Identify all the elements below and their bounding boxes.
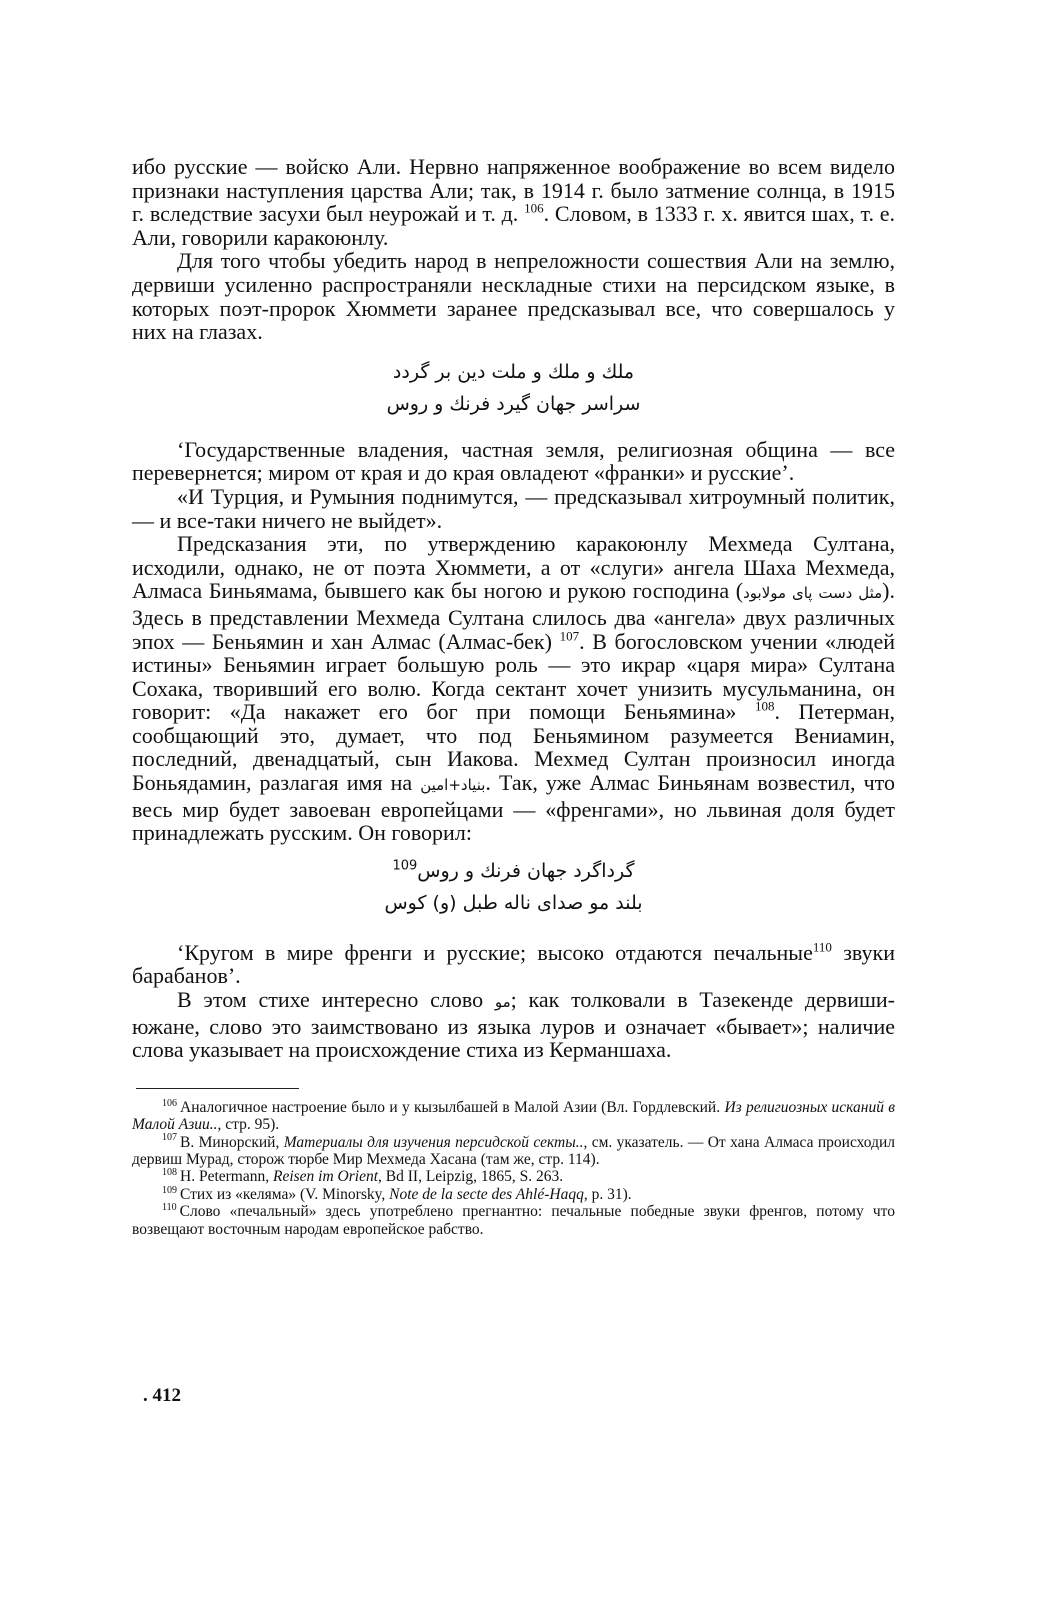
footnote-number: 106 xyxy=(162,1097,177,1109)
text: H. Petermann, xyxy=(180,1168,270,1186)
text: В. Минорский, xyxy=(180,1133,280,1151)
footnote-ref-106: 106 xyxy=(524,200,544,216)
paragraph-2: Для того чтобы убедить народ в непреложности сошествия Али на землю, дервиши усиленно распространяли нескладные стихи на персидском языке, в которых поэт-пророк Хюммети заранее предсказывал все, что совершалось у них на глазах. xyxy=(132,248,895,345)
verse-line xyxy=(132,855,895,887)
paragraph-6 xyxy=(132,941,895,988)
page-number: . 412 xyxy=(143,1385,181,1406)
footnote-107 xyxy=(132,1134,895,1169)
footnote-ref-108: 108 xyxy=(754,698,775,714)
footnote-ref-107: 107 xyxy=(559,628,580,644)
verse-line: ملك و ملك و ملت دين بر گردد xyxy=(392,360,635,383)
text: , Bd II, Leipzig, 1865, S. 263. xyxy=(378,1168,564,1186)
persian-verse-2 xyxy=(132,855,895,919)
text: ибо русские — войско Али. Нервно напряженное воображение во всем видело признаки наступления царства Али; так, в 1914 г. было затмение солнца, в 1915 г. вследствие засухи был неурожай и т. д. xyxy=(132,154,895,227)
text: ‘Кругом в мире френги и русские; высоко отдаются печальные xyxy=(177,939,813,965)
citation-title: Note de la secte des Ahlé-Haqq xyxy=(389,1185,584,1203)
footnote-108 xyxy=(132,1168,895,1185)
arabic-word: مو xyxy=(494,993,511,1012)
footnote-number: 110 xyxy=(162,1202,177,1214)
text: ). Здесь в представлении Мехмеда Султана слилось два «ангела» двух различных эпох — Беньямин и хан Алмас (Алмас-бек) xyxy=(132,578,895,654)
paragraph-5 xyxy=(132,532,895,845)
arabic-phrase: مثل دست پای مولابود xyxy=(743,584,883,603)
text: . Так, уже Алмас Биньянам возвестил, что весь мир будет завоеван европейцами — «френгами», но львиная доля будет принадлежать русским. Он говорил: xyxy=(132,770,895,846)
text: Слово «печальный» здесь употреблено прегнантно: печальные победные звуки френгов, потому что возвещают восточным народам европейское рабство. xyxy=(132,1203,895,1238)
page-body xyxy=(132,155,895,1238)
text: , см. указатель. — От хана Алмаса происходил дервиш Мурад, сторож тюрбе Мир Мехмеда Хасана (там же, стр. 114). xyxy=(132,1133,896,1169)
citation-title: Материалы для изучения персидской секты.. xyxy=(283,1133,584,1151)
footnote-ref-110: 110 xyxy=(812,939,832,955)
footnote-number: 108 xyxy=(162,1167,177,1179)
arabic-word: بنیاد+امین xyxy=(420,776,486,795)
citation-title: Из религиозных исканий в Малой Азии.. xyxy=(132,1098,895,1134)
citation-title: Reisen im Orient xyxy=(272,1168,379,1186)
footnote-number: 107 xyxy=(162,1132,177,1144)
footnote-ref-109: 109 xyxy=(392,858,418,874)
text: Предсказания эти, по утверждению каракоюнлу Мехмеда Султана, исходили, однако, не от поэта Хюммети, а от «слуги» ангела Шаха Мехмеда, Алмаса Биньямама, бывшего как бы ногою и рукою господина ( xyxy=(132,531,895,604)
text: Аналогичное настроение было и у кызылбашей в Малой Азии (Вл. Гордлевский. xyxy=(180,1098,721,1116)
footnote-divider xyxy=(136,1088,299,1089)
paragraph-7 xyxy=(132,988,895,1062)
paragraph-3: ‘Государственные владения, частная земля, религиозная община — все перевернется; миром от края и до края овладеют «франки» и русские’. xyxy=(132,436,895,486)
text: , p. 31). xyxy=(583,1185,632,1203)
paragraph-1 xyxy=(132,155,895,249)
paragraph-4: «И Турция, и Румыния поднимутся, — предсказывал хитроумный политик, — и все-таки ничего не выйдет». xyxy=(132,483,895,533)
footnote-number: 109 xyxy=(162,1184,177,1196)
persian-verse-1 xyxy=(132,356,895,420)
text: В этом стихе интересно слово xyxy=(177,987,484,1013)
verse-line: بلند مو صدای ناله طبل (و) کوس xyxy=(384,891,643,914)
text: , стр. 95). xyxy=(217,1116,280,1134)
text: Стих из «келяма» (V. Minorsky, xyxy=(180,1185,386,1203)
footnote-110 xyxy=(132,1203,895,1238)
text: . В богословском учении «людей истины» Беньямин играет большую роль — это икрар «царя мира» Султана Сохака, творивший его волю. Когда сектант хочет унизить мусульманина, он говорит: «Да накажет его бог при помощи Беньямина» xyxy=(132,628,896,725)
text: ; как толковали в Тазекенде дервиши-южане, слово это заимствовано из языка луров и означает «бывает»; наличие слова указывает на происхождение стиха из Керманшаха. xyxy=(132,987,896,1063)
text: . Словом, в 1333 г. х. явится шах, т. е. Али, говорили каракоюнлу. xyxy=(132,201,896,250)
verse-line: سراسر جهان گیرد فرنك و روس xyxy=(386,392,641,415)
verse-text: گرداگرد جهان فرنك و روس xyxy=(417,859,635,882)
text: звуки барабанов’. xyxy=(132,939,895,989)
footnote-106 xyxy=(132,1099,895,1134)
footnote-109 xyxy=(132,1186,895,1203)
text: . Петерман, сообщающий это, думает, что под Беньямином разумеется Вениамин, последний, двенадцатый, сын Иакова. Мехмед Султан произносил иногда Боньядамин, разлагая имя на xyxy=(132,699,896,796)
